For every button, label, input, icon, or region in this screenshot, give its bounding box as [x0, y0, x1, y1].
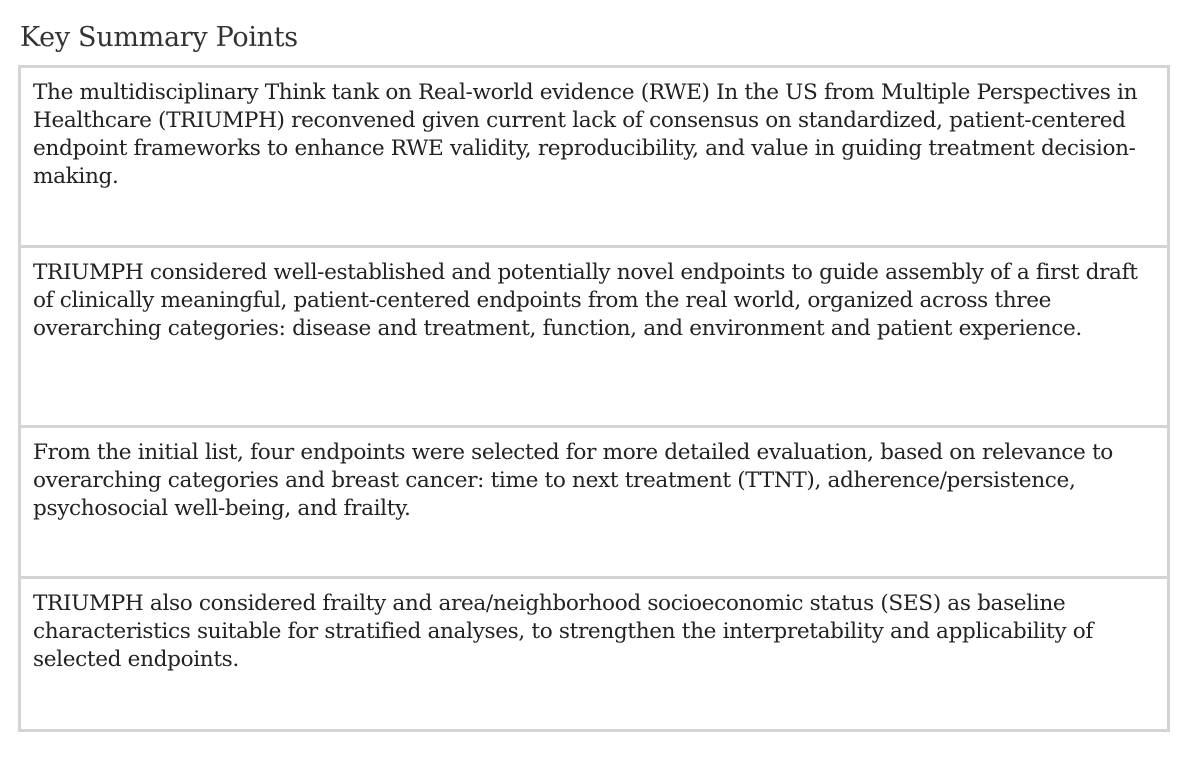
summary-point: The multidisciplinary Think tank on Real-world evidence (RWE) In the US from Multiple Perspectives in Healthcare (TRIUMPH) reconvened given current lack of consensus on standardized, patient-centered endpoint frameworks to enhance RWE validity, reproducibility, and value in guiding treatment decision-making. — [21, 68, 1167, 248]
summary-point: From the initial list, four endpoints were selected for more detailed evaluation, based on relevance to overarching categories and breast cancer: time to next treatment (TTNT), adherence/persistence, psychosocial well-being, and frailty. — [21, 428, 1167, 579]
summary-point: TRIUMPH considered well-established and potentially novel endpoints to guide assembly of a first draft of clinically meaningful, patient-centered endpoints from the real world, organized across three overarching categories: disease and treatment, function, and environment and patient experience. — [21, 248, 1167, 428]
section-title: Key Summary Points — [20, 22, 298, 53]
summary-point: TRIUMPH also considered frailty and area/neighborhood socioeconomic status (SES) as baseline characteristics suitable for stratified analyses, to strengthen the interpretability and applicability of selected endpoints. — [33, 591, 1094, 672]
summary-points-table — [18, 65, 1170, 732]
